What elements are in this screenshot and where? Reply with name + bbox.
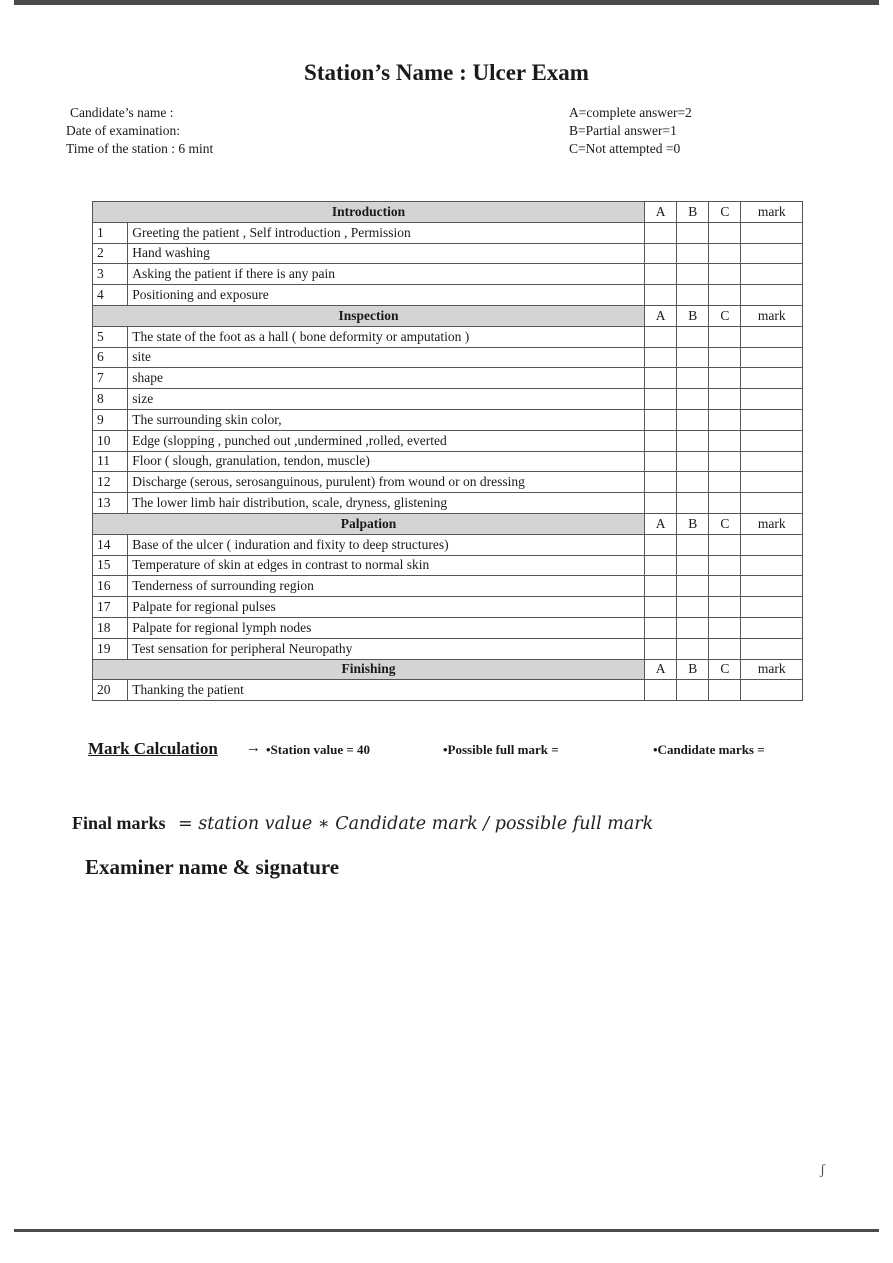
column-header-a: A (645, 659, 677, 680)
score-cell-b[interactable] (677, 430, 709, 451)
mark-calculation-label: Mark Calculation (88, 739, 218, 758)
column-header-c: C (709, 513, 741, 534)
item-number: 6 (93, 347, 128, 368)
item-number: 3 (93, 264, 128, 285)
score-cell-a[interactable] (645, 472, 677, 493)
section-title: Inspection (93, 305, 645, 326)
item-text: The lower limb hair distribution, scale, dryness, glistening (128, 493, 645, 514)
table-row (93, 493, 803, 514)
column-header-mark: mark (741, 659, 803, 680)
page-mark: ʃ (820, 1162, 825, 1178)
score-cell-a[interactable] (645, 409, 677, 430)
item-number: 10 (93, 430, 128, 451)
mark-cell[interactable] (741, 576, 803, 597)
station-value: •Station value = 40 (266, 742, 371, 757)
table-row (93, 285, 803, 306)
item-number: 11 (93, 451, 128, 472)
item-text: Base of the ulcer ( induration and fixity to deep structures) (128, 534, 645, 555)
table-row (93, 409, 803, 430)
item-number: 19 (93, 638, 128, 659)
score-cell-a[interactable] (645, 555, 677, 576)
mark-cell[interactable] (741, 409, 803, 430)
table-row (93, 597, 803, 618)
score-cell-c[interactable] (709, 617, 741, 638)
item-number: 16 (93, 576, 128, 597)
item-text: Discharge (serous, serosanguinous, purulent) from wound or on dressing (128, 472, 645, 493)
item-text: The state of the foot as a hall ( bone deformity or amputation ) (128, 326, 645, 347)
score-cell-a[interactable] (645, 285, 677, 306)
score-cell-b[interactable] (677, 264, 709, 285)
mark-cell[interactable] (741, 680, 803, 701)
score-cell-c[interactable] (709, 368, 741, 389)
mark-cell[interactable] (741, 472, 803, 493)
item-text: site (128, 347, 645, 368)
section-header-row (93, 202, 803, 223)
page-title: Station’s Name : Ulcer Exam (304, 60, 589, 85)
score-cell-c[interactable] (709, 638, 741, 659)
top-border (14, 0, 879, 5)
section-header-row (93, 305, 803, 326)
column-header-c: C (709, 305, 741, 326)
mark-cell[interactable] (741, 451, 803, 472)
score-cell-c[interactable] (709, 680, 741, 701)
section-header-row (93, 659, 803, 680)
score-cell-a[interactable] (645, 347, 677, 368)
column-header-mark: mark (741, 202, 803, 223)
item-text: Asking the patient if there is any pain (128, 264, 645, 285)
table-row (93, 680, 803, 701)
item-text: Greeting the patient , Self introduction , Permission (128, 222, 645, 243)
possible-full-mark: •Possible full mark = (443, 742, 559, 757)
score-cell-b[interactable] (677, 493, 709, 514)
score-cell-a[interactable] (645, 326, 677, 347)
grading-legend (569, 104, 692, 158)
item-number: 13 (93, 493, 128, 514)
score-cell-a[interactable] (645, 451, 677, 472)
item-text: Palpate for regional pulses (128, 597, 645, 618)
score-cell-c[interactable] (709, 243, 741, 264)
item-number: 4 (93, 285, 128, 306)
column-header-mark: mark (741, 305, 803, 326)
mark-cell[interactable] (741, 389, 803, 410)
score-cell-c[interactable] (709, 597, 741, 618)
checklist-table (92, 201, 803, 701)
score-cell-b[interactable] (677, 617, 709, 638)
score-cell-b[interactable] (677, 576, 709, 597)
item-number: 18 (93, 617, 128, 638)
score-cell-c[interactable] (709, 222, 741, 243)
score-cell-c[interactable] (709, 555, 741, 576)
score-cell-a[interactable] (645, 638, 677, 659)
score-cell-c[interactable] (709, 472, 741, 493)
item-text: shape (128, 368, 645, 389)
item-number: 14 (93, 534, 128, 555)
score-cell-b[interactable] (677, 222, 709, 243)
item-number: 7 (93, 368, 128, 389)
score-cell-b[interactable] (677, 243, 709, 264)
item-text: size (128, 389, 645, 410)
item-text: Hand washing (128, 243, 645, 264)
table-row (93, 347, 803, 368)
legend-b: B=Partial answer=1 (569, 123, 677, 138)
score-cell-c[interactable] (709, 576, 741, 597)
item-text: Temperature of skin at edges in contrast to normal skin (128, 555, 645, 576)
mark-cell[interactable] (741, 597, 803, 618)
mark-cell[interactable] (741, 368, 803, 389)
score-cell-a[interactable] (645, 617, 677, 638)
table-row (93, 264, 803, 285)
item-number: 5 (93, 326, 128, 347)
mark-cell[interactable] (741, 222, 803, 243)
table-row (93, 472, 803, 493)
item-number: 12 (93, 472, 128, 493)
column-header-a: A (645, 305, 677, 326)
score-cell-c[interactable] (709, 389, 741, 410)
item-text: Test sensation for peripheral Neuropathy (128, 638, 645, 659)
mark-calculation (88, 739, 878, 761)
table-row (93, 389, 803, 410)
exam-date-label: Date of examination: (66, 123, 180, 138)
final-marks (72, 813, 653, 834)
score-cell-c[interactable] (709, 409, 741, 430)
legend-c: C=Not attempted =0 (569, 141, 681, 156)
final-marks-label: Final marks (72, 813, 166, 833)
score-cell-c[interactable] (709, 264, 741, 285)
item-number: 8 (93, 389, 128, 410)
item-text: Palpate for regional lymph nodes (128, 617, 645, 638)
mark-cell[interactable] (741, 617, 803, 638)
score-cell-a[interactable] (645, 430, 677, 451)
score-cell-c[interactable] (709, 534, 741, 555)
score-cell-a[interactable] (645, 243, 677, 264)
item-text: Floor ( slough, granulation, tendon, muscle) (128, 451, 645, 472)
table-row (93, 617, 803, 638)
item-number: 20 (93, 680, 128, 701)
candidate-name-label: Candidate’s name : (70, 105, 174, 120)
score-cell-b[interactable] (677, 451, 709, 472)
mark-cell[interactable] (741, 534, 803, 555)
column-header-a: A (645, 202, 677, 223)
mark-cell[interactable] (741, 285, 803, 306)
item-number: 15 (93, 555, 128, 576)
mark-cell[interactable] (741, 430, 803, 451)
final-marks-formula: = station value ∗ Candidate mark / possible full mark (178, 814, 654, 834)
mark-cell[interactable] (741, 347, 803, 368)
table-row (93, 243, 803, 264)
table-row (93, 576, 803, 597)
score-cell-b[interactable] (677, 638, 709, 659)
score-cell-b[interactable] (677, 680, 709, 701)
section-title: Introduction (93, 202, 645, 223)
item-text: Tenderness of surrounding region (128, 576, 645, 597)
score-cell-b[interactable] (677, 472, 709, 493)
section-title: Palpation (93, 513, 645, 534)
score-cell-b[interactable] (677, 389, 709, 410)
arrow-right-icon: → (246, 740, 261, 756)
section-header-row (93, 513, 803, 534)
table-row (93, 555, 803, 576)
score-cell-a[interactable] (645, 264, 677, 285)
score-cell-c[interactable] (709, 347, 741, 368)
item-text: Positioning and exposure (128, 285, 645, 306)
score-cell-a[interactable] (645, 576, 677, 597)
column-header-c: C (709, 659, 741, 680)
item-number: 17 (93, 597, 128, 618)
table-row (93, 534, 803, 555)
examiner-signature-label: Examiner name & signature (85, 855, 340, 879)
score-cell-a[interactable] (645, 389, 677, 410)
score-cell-b[interactable] (677, 597, 709, 618)
score-cell-a[interactable] (645, 680, 677, 701)
item-text: The surrounding skin color, (128, 409, 645, 430)
score-cell-a[interactable] (645, 597, 677, 618)
item-text: Thanking the patient (128, 680, 645, 701)
column-header-mark: mark (741, 513, 803, 534)
section-title: Finishing (93, 659, 645, 680)
item-number: 2 (93, 243, 128, 264)
table-row (93, 222, 803, 243)
station-time-label: Time of the station : 6 mint (66, 141, 214, 156)
score-cell-a[interactable] (645, 368, 677, 389)
score-cell-b[interactable] (677, 555, 709, 576)
column-header-c: C (709, 202, 741, 223)
score-cell-c[interactable] (709, 430, 741, 451)
table-row (93, 430, 803, 451)
score-cell-b[interactable] (677, 326, 709, 347)
item-number: 1 (93, 222, 128, 243)
score-cell-c[interactable] (709, 285, 741, 306)
mark-cell[interactable] (741, 243, 803, 264)
mark-cell[interactable] (741, 493, 803, 514)
score-cell-a[interactable] (645, 222, 677, 243)
column-header-a: A (645, 513, 677, 534)
score-cell-b[interactable] (677, 368, 709, 389)
mark-cell[interactable] (741, 326, 803, 347)
column-header-b: B (677, 202, 709, 223)
score-cell-c[interactable] (709, 451, 741, 472)
column-header-b: B (677, 513, 709, 534)
table-row (93, 326, 803, 347)
table-row (93, 451, 803, 472)
item-text: Edge (slopping , punched out ,undermined ,rolled, everted (128, 430, 645, 451)
score-cell-b[interactable] (677, 409, 709, 430)
score-cell-b[interactable] (677, 285, 709, 306)
score-cell-b[interactable] (677, 534, 709, 555)
score-cell-c[interactable] (709, 493, 741, 514)
score-cell-a[interactable] (645, 493, 677, 514)
mark-cell[interactable] (741, 638, 803, 659)
item-number: 9 (93, 409, 128, 430)
score-cell-b[interactable] (677, 347, 709, 368)
column-header-b: B (677, 659, 709, 680)
table-row (93, 368, 803, 389)
legend-a: A=complete answer=2 (569, 105, 692, 120)
candidate-marks: •Candidate marks = (653, 742, 765, 757)
table-row (93, 638, 803, 659)
mark-cell[interactable] (741, 555, 803, 576)
candidate-info (66, 104, 213, 158)
score-cell-a[interactable] (645, 534, 677, 555)
score-cell-c[interactable] (709, 326, 741, 347)
bottom-border (14, 1229, 879, 1232)
mark-cell[interactable] (741, 264, 803, 285)
column-header-b: B (677, 305, 709, 326)
